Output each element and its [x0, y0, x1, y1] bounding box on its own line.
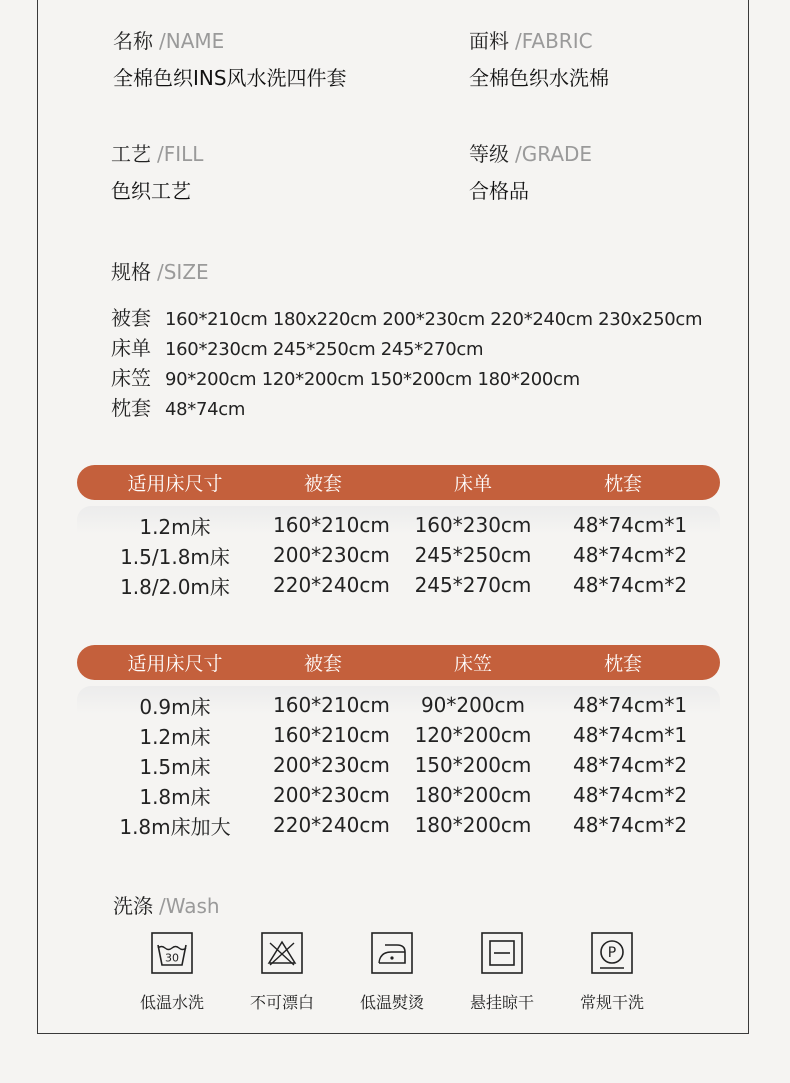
table-row [77, 510, 720, 540]
table-body [77, 686, 720, 840]
table-row [77, 720, 720, 750]
table-cell: 160*210cm [273, 723, 390, 747]
table-cell: 48*74cm*2 [573, 753, 688, 777]
dry-clean-letter: P [607, 945, 617, 961]
table-header [77, 645, 720, 680]
wash-heading [113, 890, 220, 919]
care-caption: 不可漂白 [249, 993, 314, 1012]
care-caption: 悬挂晾干 [469, 993, 534, 1012]
wash-temp: 30 [165, 951, 179, 965]
care-icons [120, 932, 660, 1012]
size-row-key: 床单 [111, 336, 151, 360]
table-cell: 1.5m床 [139, 754, 211, 779]
header-cell: 被套 [303, 473, 342, 495]
table-row [77, 750, 720, 780]
field-fabric [469, 25, 609, 91]
wash-30-icon [151, 932, 193, 974]
table-cell: 1.8m床 [139, 784, 211, 809]
name-en: /NAME [159, 29, 225, 53]
size-row [111, 302, 702, 332]
table-cell: 1.2m床 [139, 724, 211, 749]
table-cell: 48*74cm*1 [573, 693, 688, 717]
wash-en: /Wash [159, 894, 220, 918]
header-cell: 枕套 [603, 653, 642, 675]
table-row [77, 690, 720, 720]
table-row [77, 810, 720, 840]
table-cell: 48*74cm*2 [573, 813, 688, 837]
table-cell: 220*240cm [273, 573, 390, 597]
table-cell: 200*230cm [273, 753, 390, 777]
craft-value: 色织工艺 [111, 179, 191, 203]
size-row-value: 48*74cm [165, 399, 246, 420]
size-list [111, 302, 702, 422]
table-cell: 180*200cm [414, 783, 532, 807]
size-row-value: 160*210cm 180x220cm 200*230cm 220*240cm 230x250cm [165, 309, 703, 330]
fabric-label: 面料 [469, 29, 509, 53]
size-row-value: 160*230cm 245*250cm 245*270cm [165, 339, 484, 360]
table-cell: 245*250cm [414, 543, 532, 567]
table-cell: 160*210cm [273, 693, 390, 717]
care-item [120, 932, 224, 1013]
table-cell: 120*200cm [414, 723, 532, 747]
size-en: /SIZE [157, 260, 209, 284]
table-cell: 160*230cm [414, 513, 532, 537]
table-cell: 200*230cm [273, 783, 390, 807]
fabric-value: 全棉色织水洗棉 [469, 66, 609, 90]
care-caption: 低温熨烫 [359, 993, 424, 1012]
table-row [77, 540, 720, 570]
table-cell: 48*74cm*2 [573, 573, 688, 597]
care-item [340, 932, 444, 1013]
care-item [450, 932, 554, 1013]
field-grade [469, 138, 592, 204]
header-cell: 床笠 [453, 653, 492, 675]
table-cell: 200*230cm [273, 543, 390, 567]
wash-label: 洗涤 [113, 894, 153, 918]
header-cell: 枕套 [603, 473, 642, 495]
table-cell: 245*270cm [414, 573, 532, 597]
header-cell: 被套 [303, 653, 342, 675]
table-body [77, 506, 720, 600]
grade-value: 合格品 [469, 179, 529, 203]
low-iron-icon [371, 932, 413, 974]
table-cell: 48*74cm*1 [573, 723, 688, 747]
size-row-key: 床笠 [111, 366, 151, 390]
dry-clean-p-icon [591, 932, 633, 974]
care-item [230, 932, 334, 1013]
table-cell: 220*240cm [273, 813, 390, 837]
care-item [560, 932, 664, 1013]
name-value: 全棉色织INS风水洗四件套 [113, 66, 347, 90]
size-label: 规格 [111, 260, 151, 284]
size-row [111, 362, 702, 392]
table-cell: 1.8/2.0m床 [120, 574, 230, 599]
table-cell: 160*210cm [273, 513, 390, 537]
grade-label: 等级 [469, 142, 509, 166]
table-cell: 180*200cm [414, 813, 532, 837]
table-row [77, 780, 720, 810]
table-row [77, 570, 720, 600]
table-cell: 48*74cm*2 [573, 543, 688, 567]
grade-en: /GRADE [515, 142, 593, 166]
size-row [111, 392, 702, 422]
hang-dry-icon [481, 932, 523, 974]
header-cell: 适用床尺寸 [127, 473, 223, 495]
size-table-fitted [77, 645, 720, 840]
table-cell: 48*74cm*2 [573, 783, 688, 807]
no-bleach-icon [261, 932, 303, 974]
size-table-sheet [77, 465, 720, 600]
table-cell: 90*200cm [420, 693, 526, 717]
header-cell: 床单 [453, 473, 492, 495]
table-cell: 1.5/1.8m床 [120, 544, 230, 569]
craft-en: /FILL [157, 142, 204, 166]
table-cell: 48*74cm*1 [573, 513, 688, 537]
table-header [77, 465, 720, 500]
table-cell: 0.9m床 [139, 694, 211, 719]
size-row-key: 枕套 [111, 396, 151, 420]
craft-label: 工艺 [111, 142, 151, 166]
size-row [111, 332, 702, 362]
care-caption: 常规干洗 [579, 993, 644, 1012]
size-row-value: 90*200cm 120*200cm 150*200cm 180*200cm [165, 369, 580, 390]
table-cell: 150*200cm [414, 753, 532, 777]
size-row-key: 被套 [111, 306, 151, 330]
name-label: 名称 [113, 29, 153, 53]
care-caption: 低温水洗 [139, 993, 204, 1012]
header-cell: 适用床尺寸 [127, 653, 223, 675]
field-name [113, 25, 347, 91]
fabric-en: /FABRIC [515, 29, 593, 53]
size-heading [111, 256, 209, 285]
table-cell: 1.8m床加大 [119, 814, 231, 839]
table-cell: 1.2m床 [139, 514, 211, 539]
field-craft [111, 138, 203, 204]
